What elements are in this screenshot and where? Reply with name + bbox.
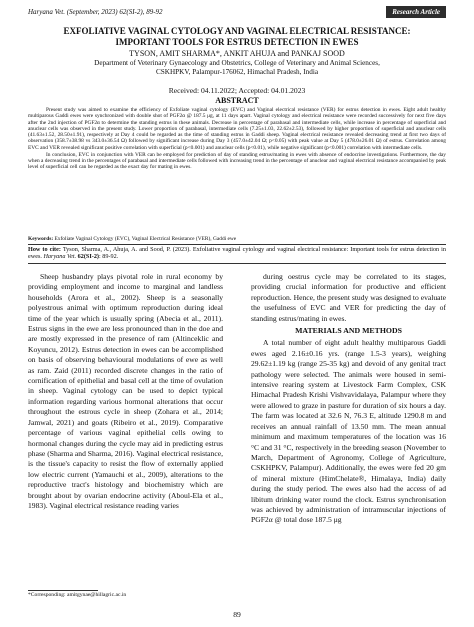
right-column bbox=[251, 272, 446, 612]
journal-citation: Haryana Vet. (September, 2023) 62(SI-2), 89-92 bbox=[28, 8, 163, 16]
corresponding-author-footnote: *Corresponding: amitgynae@hillagric.ac.in bbox=[28, 592, 127, 598]
abstract-paragraph-2: In conclusion, EVC in conjunction with VER can be employed for prediction of day of standing estrus/mating in ewes with absence of endocrine investigations. Furthermore, the day when a decreasing trend in the percentages of parabasal and intermediate cells followed with increasing trend in the percentage of anuclear and vaginal electrical resistance accompanied by peak level of superficial cell can be regarded as the exact day for mating in ewes. bbox=[28, 151, 446, 171]
divider-bottom bbox=[28, 263, 446, 264]
article-type-badge: Research Article bbox=[386, 6, 446, 18]
affiliation-line-2: CSKHPKV, Palampur-176062, Himachal Pradesh, India bbox=[155, 67, 319, 76]
how-to-cite-pages: : 89-92. bbox=[98, 253, 119, 261]
title-line-2: IMPORTANT TOOLS FOR ESTRUS DETECTION IN EWES bbox=[115, 36, 359, 47]
how-to-cite-label: How to cite: bbox=[28, 246, 61, 253]
how-to-cite-text: Tyson, Sharma, A., Ahuja, A. and Sood, P. (2023). Exfoliative vaginal cytology and vaginal electrical resistance: Important tools for estrus detection in ewes. bbox=[28, 246, 446, 261]
title-line-1: EXFOLIATIVE VAGINAL CYTOLOGY AND VAGINAL ELECTRICAL RESISTANCE: bbox=[63, 26, 411, 36]
affiliation bbox=[20, 59, 454, 77]
how-to-cite bbox=[28, 246, 446, 261]
received-accepted-dates: Received: 04.11.2022; Accepted: 04.01.2023 bbox=[168, 86, 306, 95]
how-to-cite-issue: 62(SI-2) bbox=[76, 253, 99, 261]
materials-methods-heading: MATERIALS AND METHODS bbox=[295, 326, 402, 336]
keywords-list: Exfoliate Vaginal Cytology (EVC), Vaginal Electrical Resistance (VER), Gaddi ewe bbox=[53, 236, 237, 242]
article-title bbox=[20, 26, 454, 47]
divider-top bbox=[28, 244, 446, 245]
left-column bbox=[28, 272, 223, 588]
affiliation-line-1: Department of Veterinary Gynaecology and Obstetrics, College of Veterinary and Animal Sciences, bbox=[94, 59, 380, 67]
how-to-cite-journal: Haryana Vet. bbox=[43, 253, 77, 261]
abstract-paragraph-1: Present study was aimed to examine the efficiency of Exfoliate vaginal cytology (EVC) and Vaginal electrical resistance (VER) for estrus detection in ewes. Eight adult healthy multiparous Gaddi ewes were synchronized with double shot of PGF2α @ 187.5 μg, at 11 days apart. Vaginal cytology and electrical resistance were recorded successively for next five days after the 2nd injection of PGF2α to determine the standing estrus in these animals. Decrease in percentage of parabasal and intermediate cells, while increase in percentage of superficial and anuclear cells was observed in the present study. Lower proportion of parabasal, intermediate cells (7.25±1.03, 22.62±2.53), followed by higher proportion of superficial and anuclear cells (41.63±1.52, 28.50±1.91), respectively at Day 4 could be regarded as the time of standing estrus in Gaddi sheep. Vaginal electrical resistance revealed decreasing trend at first two days of observation (358.7±38.98 vs 343.0±36.54 Ω) followed by significant increase during Day 3 (457.0±42.04 Ω; p<0.05) with peak value at Day 5 (478.0±26.01 Ω) of estrus. Correlation among EVC and VER revealed significant positive correlation with superficial (p<0.001) and anuclear cells (p<0.01), while negative significant (p<0.001) correlation with intermediate cells. bbox=[28, 107, 446, 151]
introduction-paragraph: Sheep husbandry plays pivotal role in rural economy by providing employment and income to marginal and landless households (Arora et al., 2002). Sheep is a seasonally polyestrous animal with optimum reproduction during ideal time of the year which is usually spring (Abecia et al., 2011). Estrus signs in the ewe are less pronounced than in the doe and are mostly expressed in the presence of ram (Altinceklic and Koyuncu, 2012). Estrus detection in ewes can be accomplished on basis of observing behavioural modulations of ewe as well as ram. Zaid (2011) recorded discrete changes in the ratio of cornification of epithelial and basal cell at the time of ovulation in sheep. Vaginal cytology can be used to depict typical information regarding various hormonal alterations that occur throughout the estrous cycle in sheep (Zohara et al., 2014; Jamwal, 2021) and goats (Ribeiro et al., 2019). Comparative percentage of various vaginal epithelial cells owing to hormonal changes during the cycle may aid in predicting estrus phase (Sharma and Sharma, 2016). Vaginal electrical resistance, is the tissue's capacity to resist the flow of externally applied low electric current (Yamauchi et al., 2009), alterations to the reproductive tract's histology and biochemistry which are brought about by ovarian endocrine activity (Aboul-Ela et al., 1983). Vaginal electrical resistance reading varies bbox=[28, 272, 223, 510]
intro-continuation-paragraph: during oestrus cycle may be correlated to its stages, providing crucial information for productive and efficient reproduction. Hence, the present study was designed to evaluate the usefulness of EVC and VER for predicting the day of standing estrus/mating in ewes. bbox=[251, 272, 446, 323]
abstract-heading: ABSTRACT bbox=[215, 96, 259, 105]
keywords-label: Keywords: bbox=[28, 236, 54, 242]
footnote-divider bbox=[28, 590, 98, 591]
authors: TYSON, AMIT SHARMA*, ANKIT AHUJA and PANKAJ SOOD bbox=[129, 49, 345, 58]
keywords bbox=[28, 236, 446, 242]
materials-methods-paragraph: A total number of eight adult healthy multiparous Gaddi ewes aged 2.16±0.16 yrs. (range 1.5-3 years), weighing 29.62±1.19 kg (range 25-35 kg) and devoid of any genital tract pathology were selected. The animals were housed in semi-intensive rearing system at Livestock Farm Complex, CSK Himachal Pradesh Krishi Vishvavidalaya, Palampur where they were allowed to graze in pasture for duration of six hours a day. The farm was located at 32.6 N, 76.3 E, altitude 1290.8 m and receives an annual rainfall of 13.50 mm. The mean annual minimum and maximum temperatures of the location was 16 °C and 31 °C, respectively in the breeding season (November to March, Department of Agronomy, College of Agriculture, CSKHPKV, Palampur). Additionally, the ewes were fed 20 gm of mineral mixture (HimChelate®, Himalaya, India) daily during the study period. The ewes also had the access of ad libitum drinking water round the clock. Estrus synchronisation was achieved by administration of intramuscular injections of PGF2α @ total dose 187.5 μg bbox=[251, 338, 446, 525]
page-number: 89 bbox=[233, 610, 241, 619]
abstract bbox=[28, 107, 446, 233]
page-header bbox=[28, 6, 446, 20]
